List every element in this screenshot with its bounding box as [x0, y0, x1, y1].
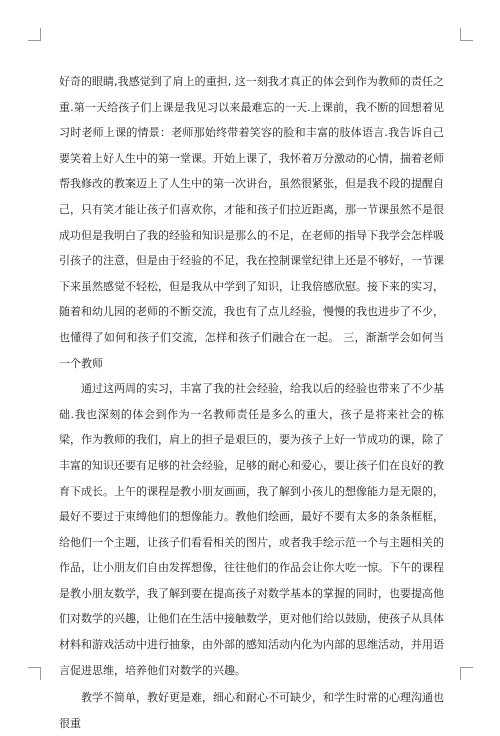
- paragraph-teaching-difficulty: 教学不简单，教好更是难，细心和耐心不可缺少，和学生时常的心理沟通也很重: [59, 691, 444, 730]
- crop-mark-top-left: [28, 28, 41, 41]
- crop-mark-bottom-left: [28, 667, 41, 680]
- document-body: [59, 69, 444, 736]
- paragraph-internship-experience: 通过这两周的实习，丰富了我的社会经验，给我以后的经验也带来了不少基础.我也深刻的体会到作为一名教师责任是多么的重大，孩子是将来社会的栋梁，作为教师的我们，肩上的担子是艰巨的，要为孩子上好一节成功的课，除了丰富的知识还要有足够的社会经验，足够的耐心和爱心，要让孩子们在良好的教育下成长。上午的课程是教小朋友画画，我了解到小孩儿的想像能力是无限的，最好不要过于束缚他们的想像能力。教他们绘画，最好不要有太多的条条框框，给他们一个主题，让孩子们看看相关的图片，或者我手绘示范一个与主题相关的作品，让小朋友们自由发挥想像，往往他们的作品会让你大吃一惊。下午的课程是教小朋友数学，我了解到要在提高孩子对数学基本的掌握的同时，也要提高他们对数学的兴趣，让他们在生活中接触数学，更对他们给以鼓励，使孩子从具体材料和游戏活动中进行抽象，由外部的感知活动内化为内部的思维活动，并用语言促进思维，培养他们对数学的兴趣。: [59, 382, 444, 677]
- crop-mark-top-right: [460, 28, 473, 41]
- crop-mark-bottom-right: [460, 667, 473, 680]
- paragraph-continuation: 好奇的眼睛,我感觉到了肩上的重担, 这一刻我才真正的体会到作为教师的责任之重.第一天给孩子们上课是我见习以来最难忘的一天.上课前，我不断的回想着见习时老师上课的情景：老师那始终带着笑容的脸和丰富的肢体语言.我告诉自己要笑着上好人生中的第一堂课。开始上课了，我怀着万分激动的心情，揣着老师帮我修改的教案迈上了人生中的第一次讲台，虽然很紧张，但是我不段的提醒自己，只有笑才能让孩子们喜欢你，才能和孩子们拉近距离，那一节课虽然不是很成功但是我明白了我的经验和知识是那么的不足，在老师的指导下我学会怎样吸引孩子的注意，但是由于经验的不足，我在控制课堂纪律上还是不够好，一节课下来虽然感觉不轻松，但是我从中学到了知识，让我倍感欣慰。接下来的实习，随着和幼儿园的老师的不断交流，我也有了点儿经验，慢慢的我也进步了不少，也懂得了如何和孩子们交流，怎样和孩子们融合在一起。 三，渐渐学会如何当一个教师: [59, 75, 444, 370]
